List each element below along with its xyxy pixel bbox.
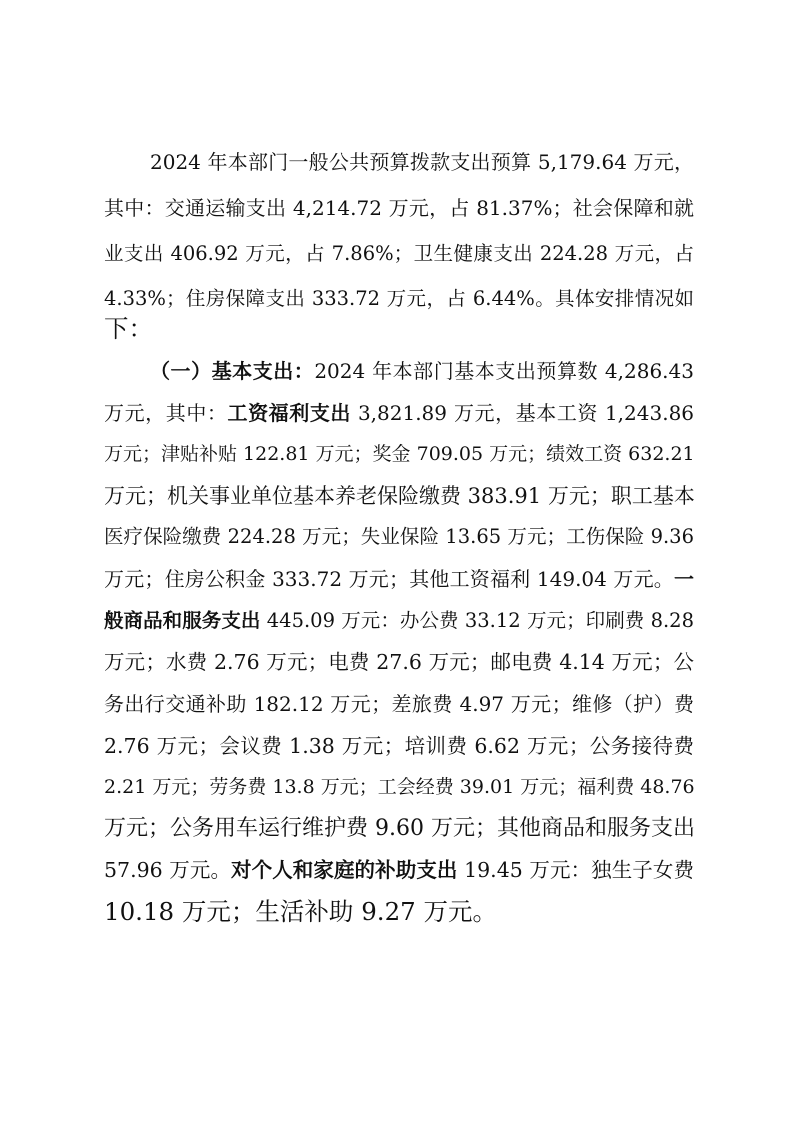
paragraph-2-line-11: 2.21 万元；劳务费 13.8 万元；工会经费 39.01 万元；福利费 48.76 xyxy=(104,776,695,798)
paragraph-1-line-5: 下： xyxy=(104,314,153,343)
paragraph-2-line-2-pre: 万元，其中： xyxy=(104,401,228,425)
paragraph-2-line-12: 万元；公务用车运行维护费 9.60 万元；其他商品和服务支出 xyxy=(104,816,695,841)
paragraph-2-line-2-post: 3,821.89 万元，基本工资 1,243.86 xyxy=(351,401,695,425)
paragraph-2-line-6-pre: 万元；住房公积金 333.72 万元；其他工资福利 149.04 万元。 xyxy=(104,567,674,591)
term-general-goods-services-part2: 般商品和服务支出 xyxy=(104,609,261,632)
paragraph-2-line-13-pre: 57.96 万元。 xyxy=(104,858,232,882)
paragraph-2-line-14: 10.18 万元；生活补助 9.27 万元。 xyxy=(104,897,498,926)
paragraph-2-line-4: 万元；机关事业单位基本养老保险缴费 383.91 万元；职工基本 xyxy=(104,484,695,508)
paragraph-2-line-3: 万元；津贴补贴 122.81 万元；奖金 709.05 万元；绩效工资 632.21 xyxy=(104,443,695,465)
paragraph-2-line-7 xyxy=(104,606,694,636)
paragraph-2-line-13-post: 19.45 万元：独生子女费 xyxy=(457,858,694,882)
term-individual-family-subsidy: 对个人和家庭的补助支出 xyxy=(231,858,458,882)
paragraph-1-line-3: 业支出 406.92 万元，占 7.86%；卫生健康支出 224.28 万元，占 xyxy=(104,242,694,265)
paragraph-2-line-2 xyxy=(104,398,694,428)
paragraph-2-line-10: 2.76 万元；会议费 1.38 万元；培训费 6.62 万元；公务接待费 xyxy=(104,734,694,758)
term-wage-welfare: 工资福利支出 xyxy=(227,401,351,425)
paragraph-2-line-9: 务出行交通补助 182.12 万元；差旅费 4.97 万元；维修（护）费 xyxy=(104,692,694,716)
paragraph-1-line-2: 其中：交通运输支出 4,214.72 万元，占 81.37%；社会保障和就 xyxy=(104,196,694,220)
paragraph-2-line-1 xyxy=(150,356,694,386)
paragraph-2-line-1-text: 2024 年本部门基本支出预算数 4,286.43 xyxy=(314,359,694,383)
term-general-goods-services-part1: 一 xyxy=(674,567,694,591)
paragraph-2-line-8: 万元；水费 2.76 万元；电费 27.6 万元；邮电费 4.14 万元；公 xyxy=(104,650,694,674)
paragraph-1-line-1: 2024 年本部门一般公共预算拨款支出预算 5,179.64 万元， xyxy=(150,150,694,174)
paragraph-2-line-7-post: 445.09 万元：办公费 33.12 万元；印刷费 8.28 xyxy=(260,609,694,632)
section-heading-basic-expenditure: （一）基本支出： xyxy=(150,359,315,383)
paragraph-2-line-13 xyxy=(104,855,694,885)
paragraph-1-line-4: 4.33%；住房保障支出 333.72 万元，占 6.44%。具体安排情况如 xyxy=(104,287,694,310)
paragraph-2-line-5: 医疗保险缴费 224.28 万元；失业保险 13.65 万元；工伤保险 9.36 xyxy=(104,525,694,548)
paragraph-2-line-6 xyxy=(104,564,694,594)
